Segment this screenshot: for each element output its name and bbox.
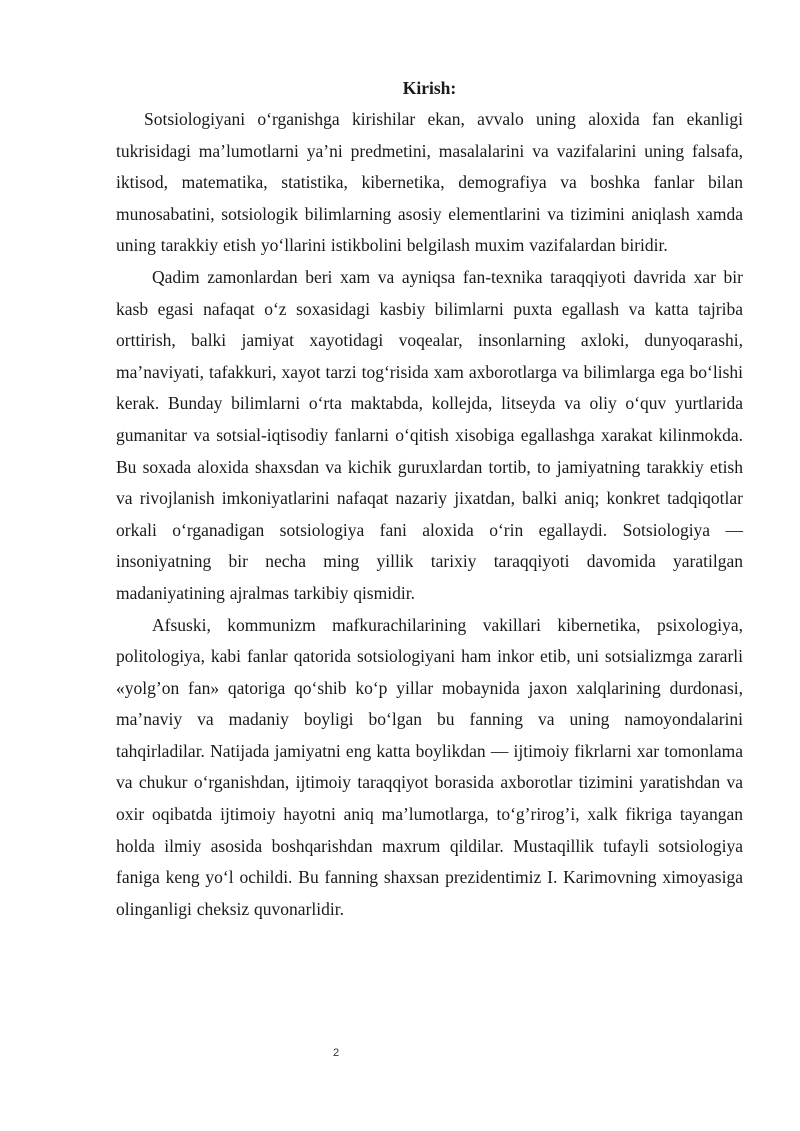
section-heading: Kirish:: [402, 78, 457, 98]
paragraph-history: Afsuski, kommunizm mafkurachilarining vakillari kibernetika, psixologiya, politologiya, kabi fanlar qatorida sotsiologiyani ham inkor etib, uni sotsializmga zararli «yolg’on fan» qatoriga qo‘shib ko‘p yillar mobaynida jaxon xalqlarining durdonasi, ma’naviy va madaniy boyligi bo‘lgan bu fanning va uning namoyondalarini tahqirladilar. Natijada jamiyatni eng katta boylikdan — ijtimoiy fikrlarni xar tomonlama va chukur o‘rganishdan, ijtimoiy taraqqiyot borasida axborotlar tizimini yaratishdan va oxir oqibatda ijtimoiy hayotni aniq ma’lumotlarga, to‘g’rirog’i, xalk fikriga tayangan holda ilmiy asosida boshqarishdan maxrum qildilar. Mustaqillik tufayli sotsiologiya faniga keng yo‘l ochildi. Bu fanning shaxsan prezidentimiz I. Karimovning ximoyasiga olinganligi cheksiz quvonarlidir.: [116, 614, 743, 919]
paragraph-introduction: Sotsiologiyani o‘rganishga kirishilar ekan, avvalo uning aloxida fan ekanligi tukrisidagi ma’lumotlarni ya’ni predmetini, masalalarini va vazifalarini uning falsafa, iktisod, matematika, statistika, kibernetika, demografiya va boshka fanlar bilan munosabatini, sotsiologik bilimlarning asosiy elementlarini va tizimini aniqlash xamda uning tarakkiy etish yo‘llarini istikbolini belgilash muxim vazifalardan biridir.: [116, 109, 743, 256]
page-content: [116, 76, 743, 925]
page-number: 2: [332, 1047, 340, 1059]
paragraph-knowledge: Qadim zamonlardan beri xam va ayniqsa fan-texnika taraqqiyoti davrida xar bir kasb egasi nafaqat o‘z soxasidagi kasbiy bilimlarni puxta egallash va katta tajriba orttirish, balki jamiyat xayotidagi voqealar, insonlarning axloki, dunyoqarashi, ma’naviyati, tafakkuri, xayot tarzi tog‘risida xam axborotlarga va bilimlarga ega bo‘lishi kerak. Bunday bilimlarni o‘rta maktabda, kollejda, litseyda va oliy o‘quv yurtlarida gumanitar va sotsial-iqtisodiy fanlarni o‘qitish xisobiga egallashga xarakat kilinmokda. Bu soxada aloxida shaxsdan va kichik guruxlardan tortib, to jamiyatning tarakkiy etish va rivojlanish imkoniyatlarini nafaqat nazariy jixatdan, balki aniq; konkret tadqiqotlar orkali o‘rganadigan sotsiologiya fani aloxida o‘rin egallaydi. Sotsiologiya — insoniyatning bir necha ming yillik tarixiy taraqqiyoti davomida yaratilgan madaniyatining ajralmas tarkibiy qismidir.: [116, 266, 743, 603]
